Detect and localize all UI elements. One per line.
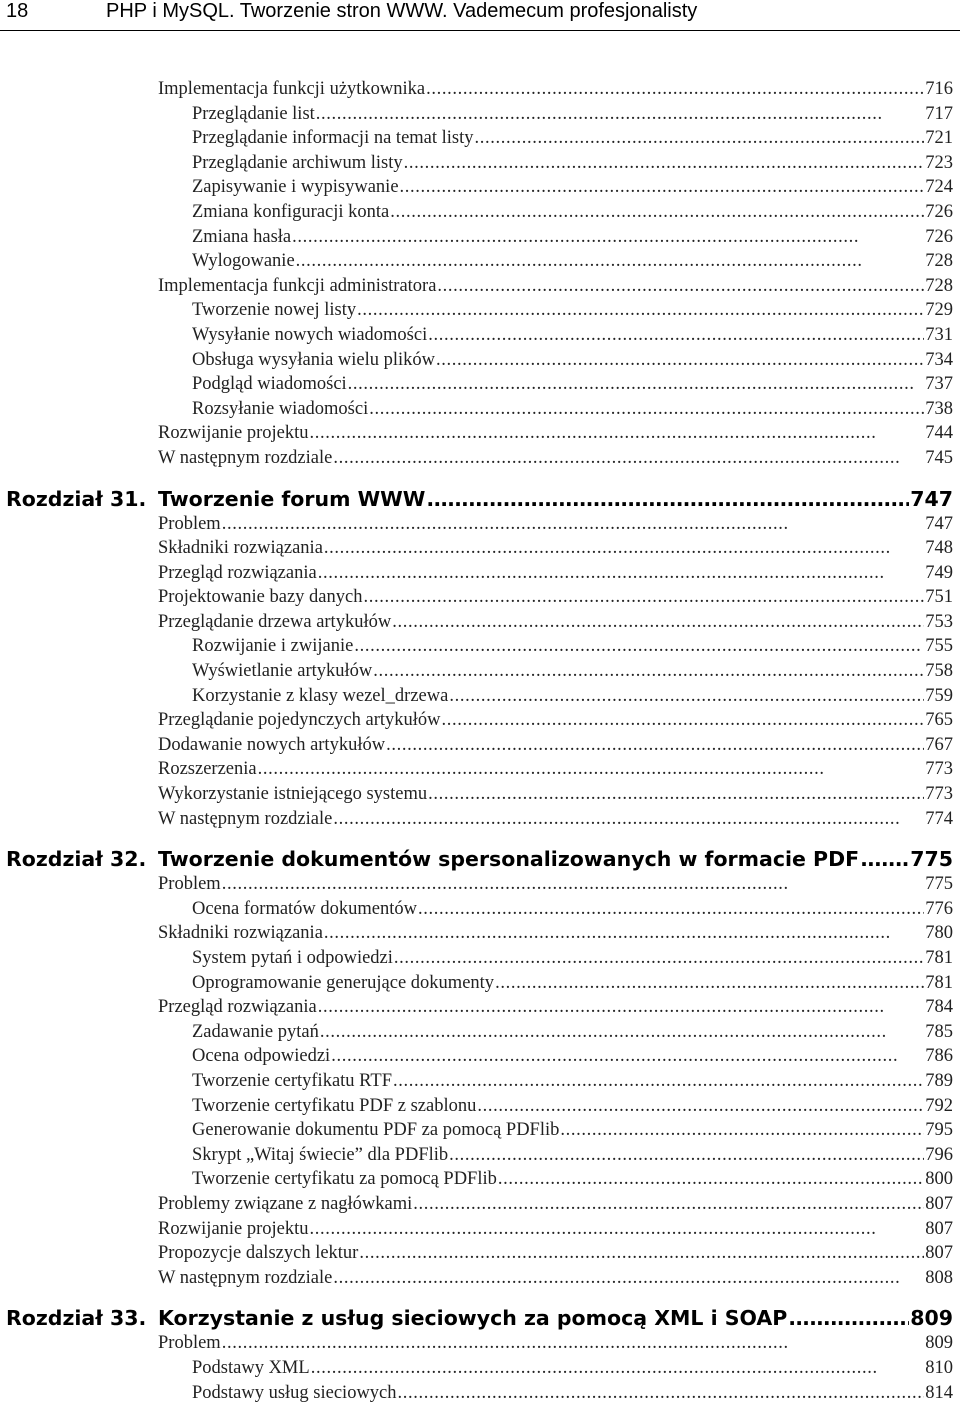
toc-subsection-entry xyxy=(0,1094,960,1119)
entry-title: Przegląd rozwiązania xyxy=(158,562,317,583)
toc-section-entry xyxy=(0,782,960,807)
dot-leader xyxy=(404,151,925,176)
entry-title: Ocena odpowiedzi xyxy=(192,1046,331,1067)
toc-subsection-entry xyxy=(0,151,960,176)
chapter-heading xyxy=(0,1306,960,1331)
entry-page: 759 xyxy=(925,685,953,706)
entry-title: Podgląd wiadomości xyxy=(192,374,347,395)
dot-leader xyxy=(357,298,924,323)
chapter-title: Tworzenie dokumentów spersonalizowanych w formacie PDF xyxy=(158,847,860,872)
entry-page: 795 xyxy=(925,1120,953,1141)
entry-title: Przeglądanie informacji na temat listy xyxy=(192,128,474,149)
entry-title: Tworzenie certyfikatu za pomocą PDFlib xyxy=(192,1169,497,1190)
chapter-title-row xyxy=(158,1306,953,1331)
chapter-label: Rozdział 33. xyxy=(6,1306,147,1331)
toc-subsection-entry xyxy=(0,348,960,373)
dot-leader xyxy=(258,757,925,782)
entry-page: 774 xyxy=(925,808,953,829)
toc-section-entry xyxy=(0,446,960,471)
toc-subsection-entry xyxy=(0,659,960,684)
toc-section-entry xyxy=(0,708,960,733)
dot-leader xyxy=(560,1118,924,1143)
entry-title: W następnym rozdziale xyxy=(158,808,333,829)
dot-leader xyxy=(860,847,909,872)
entry-page: 775 xyxy=(925,874,953,895)
dot-leader xyxy=(324,921,924,946)
toc-subsection-entry xyxy=(0,102,960,127)
entry-page: 749 xyxy=(925,562,953,583)
dot-leader xyxy=(324,536,924,561)
dot-leader xyxy=(333,1266,924,1291)
dot-leader xyxy=(437,274,924,299)
entry-page: 800 xyxy=(925,1169,953,1190)
toc-subsection-entry xyxy=(0,946,960,971)
dot-leader xyxy=(373,659,924,684)
table-of-contents xyxy=(0,77,960,1405)
dot-leader xyxy=(390,200,924,225)
toc-section-entry xyxy=(0,512,960,537)
entry-page: 784 xyxy=(925,997,953,1018)
entry-page: 780 xyxy=(925,923,953,944)
dot-leader xyxy=(318,561,925,586)
toc-subsection-entry xyxy=(0,634,960,659)
dot-leader xyxy=(348,372,925,397)
entry-title: Zmiana konfiguracji konta xyxy=(192,201,390,222)
toc-section-entry xyxy=(0,77,960,102)
dot-leader xyxy=(311,1356,925,1381)
dot-leader xyxy=(310,421,925,446)
entry-title: Korzystanie z klasy wezel_drzewa xyxy=(192,685,449,706)
entry-page: 753 xyxy=(925,611,953,632)
entry-page: 728 xyxy=(925,275,953,296)
chapter-page: 775 xyxy=(910,847,953,872)
dot-leader xyxy=(222,1331,925,1356)
dot-leader xyxy=(418,897,924,922)
toc-section-entry xyxy=(0,921,960,946)
entry-page: 814 xyxy=(925,1382,953,1403)
toc-section-entry xyxy=(0,1241,960,1266)
chapter-title: Tworzenie forum WWW xyxy=(158,486,426,511)
entry-page: 747 xyxy=(925,513,953,534)
toc-subsection-entry xyxy=(0,1069,960,1094)
entry-page: 717 xyxy=(925,103,953,124)
entry-title: Wykorzystanie istniejącego systemu xyxy=(158,784,428,805)
toc-section-entry xyxy=(0,733,960,758)
dot-leader xyxy=(296,249,925,274)
entry-page: 751 xyxy=(925,587,953,608)
dot-leader xyxy=(400,175,925,200)
entry-page: 786 xyxy=(925,1046,953,1067)
toc-subsection-entry xyxy=(0,1381,960,1406)
entry-title: Przeglądanie list xyxy=(192,103,315,124)
running-header xyxy=(0,0,960,31)
toc-subsection-entry xyxy=(0,200,960,225)
entry-title: Rozwijanie projektu xyxy=(158,423,309,444)
entry-page: 734 xyxy=(925,349,953,370)
dot-leader xyxy=(475,126,925,151)
toc-section-entry xyxy=(0,561,960,586)
entry-page: 809 xyxy=(925,1333,953,1354)
toc-subsection-entry xyxy=(0,397,960,422)
entry-title: Zapisywanie i wypisywanie xyxy=(192,177,399,198)
entry-title: Wysyłanie nowych wiadomości xyxy=(192,324,428,345)
toc-subsection-entry xyxy=(0,372,960,397)
dot-leader xyxy=(386,733,924,758)
dot-leader xyxy=(359,1241,924,1266)
page-number: 18 xyxy=(6,0,29,22)
entry-title: Przeglądanie drzewa artykułów xyxy=(158,611,392,632)
toc-subsection-entry xyxy=(0,971,960,996)
running-title: PHP i MySQL. Tworzenie stron WWW. Vademecum profesjonalisty xyxy=(106,0,698,22)
dot-leader xyxy=(428,323,924,348)
dot-leader xyxy=(392,610,924,635)
entry-title: System pytań i odpowiedzi xyxy=(192,948,393,968)
entry-title: Obsługa wysyłania wielu plików xyxy=(192,349,436,370)
toc-section-entry xyxy=(0,1192,960,1217)
entry-title: Zadawanie pytań xyxy=(192,1021,319,1042)
entry-title: Przeglądanie pojedynczych artykułów xyxy=(158,710,441,731)
entry-page: 789 xyxy=(925,1070,953,1091)
toc-section-entry xyxy=(0,274,960,299)
entry-page: 745 xyxy=(925,447,953,468)
entry-page: 767 xyxy=(925,734,953,755)
entry-title: Przegląd rozwiązania xyxy=(158,997,317,1018)
dot-leader xyxy=(320,1020,924,1045)
toc-section-entry xyxy=(0,536,960,561)
entry-title: Problem xyxy=(158,1333,221,1354)
entry-page: 808 xyxy=(925,1267,953,1288)
dot-leader xyxy=(428,782,924,807)
toc-subsection-entry xyxy=(0,897,960,922)
entry-title: Tworzenie certyfikatu RTF xyxy=(192,1070,392,1091)
dot-leader xyxy=(498,1167,924,1192)
toc-section-entry xyxy=(0,757,960,782)
toc-subsection-entry xyxy=(0,1020,960,1045)
toc-subsection-entry xyxy=(0,126,960,151)
entry-page: 738 xyxy=(925,398,953,419)
toc-subsection-entry xyxy=(0,175,960,200)
toc-section-entry xyxy=(0,807,960,832)
entry-page: 781 xyxy=(925,972,953,993)
entry-title: Implementacja funkcji administratora xyxy=(158,275,437,296)
dot-leader xyxy=(449,1143,924,1168)
entry-title: Rozwijanie projektu xyxy=(158,1218,309,1239)
entry-title: Wyświetlanie artykułów xyxy=(192,661,373,682)
dot-leader xyxy=(292,225,924,250)
toc-subsection-entry xyxy=(0,249,960,274)
entry-page: 807 xyxy=(925,1243,953,1264)
dot-leader xyxy=(363,585,924,610)
entry-title: Propozycje dalszych lektur xyxy=(158,1243,359,1264)
entry-page: 765 xyxy=(925,710,953,731)
entry-page: 744 xyxy=(925,423,953,444)
dot-leader xyxy=(354,634,924,659)
toc-subsection-entry xyxy=(0,225,960,250)
dot-leader xyxy=(318,995,925,1020)
entry-page: 773 xyxy=(925,784,953,805)
entry-title: Podstawy XML xyxy=(192,1357,310,1378)
chapter-title: Korzystanie z usług sieciowych za pomocą XML i SOAP xyxy=(158,1306,788,1331)
dot-leader xyxy=(222,872,925,897)
entry-title: Zmiana hasła xyxy=(192,226,292,247)
entry-page: 724 xyxy=(925,177,953,198)
dot-leader xyxy=(333,807,924,832)
chapter-title-row xyxy=(158,847,953,872)
entry-page: 796 xyxy=(925,1144,953,1165)
toc-section-entry xyxy=(0,1217,960,1242)
entry-title: Oprogramowanie generujące dokumenty xyxy=(192,972,495,993)
entry-title: Dodawanie nowych artykułów xyxy=(158,734,386,755)
chapter-title-row xyxy=(158,487,953,512)
toc-subsection-entry xyxy=(0,684,960,709)
entry-page: 726 xyxy=(925,201,953,222)
dot-leader xyxy=(369,397,924,422)
entry-title: Implementacja funkcji użytkownika xyxy=(158,79,426,99)
entry-page: 723 xyxy=(925,152,953,173)
entry-page: 773 xyxy=(925,759,953,780)
dot-leader xyxy=(398,1381,925,1406)
dot-leader xyxy=(222,512,925,537)
entry-page: 755 xyxy=(925,636,953,657)
entry-title: Generowanie dokumentu PDF za pomocą PDFlib xyxy=(192,1120,560,1141)
dot-leader xyxy=(333,446,924,471)
toc-subsection-entry xyxy=(0,323,960,348)
toc-subsection-entry xyxy=(0,1118,960,1143)
chapter-heading xyxy=(0,487,960,512)
dot-leader xyxy=(426,77,924,102)
entry-title: Tworzenie certyfikatu PDF z szablonu xyxy=(192,1095,477,1116)
chapter-page: 747 xyxy=(910,486,953,511)
entry-page: 781 xyxy=(925,948,953,968)
toc-section-entry xyxy=(0,1266,960,1291)
entry-title: Problemy związane z nagłówkami xyxy=(158,1193,413,1214)
entry-title: Rozszerzenia xyxy=(158,759,257,780)
chapter-label: Rozdział 31. xyxy=(6,486,147,511)
dot-leader xyxy=(310,1217,925,1242)
entry-page: 807 xyxy=(925,1193,953,1214)
dot-leader xyxy=(436,348,924,373)
entry-title: Problem xyxy=(158,874,221,895)
entry-title: Rozsyłanie wiadomości xyxy=(192,398,369,419)
entry-page: 726 xyxy=(925,226,953,247)
entry-title: Projektowanie bazy danych xyxy=(158,587,363,608)
dot-leader xyxy=(449,684,924,709)
dot-leader xyxy=(426,487,909,512)
entry-title: Tworzenie nowej listy xyxy=(192,300,357,321)
entry-page: 721 xyxy=(925,128,953,149)
toc-section-entry xyxy=(0,872,960,897)
dot-leader xyxy=(394,946,924,971)
entry-page: 785 xyxy=(925,1021,953,1042)
entry-page: 716 xyxy=(925,79,953,99)
toc-section-entry xyxy=(0,610,960,635)
toc-section-entry xyxy=(0,995,960,1020)
entry-title: W następnym rozdziale xyxy=(158,447,333,468)
dot-leader xyxy=(413,1192,924,1217)
entry-title: Skrypt „Witaj świecie” dla PDFlib xyxy=(192,1144,449,1165)
dot-leader xyxy=(495,971,924,996)
entry-title: Problem xyxy=(158,513,221,534)
entry-page: 758 xyxy=(925,661,953,682)
entry-page: 737 xyxy=(925,374,953,395)
dot-leader xyxy=(788,1306,909,1331)
toc-subsection-entry xyxy=(0,1044,960,1069)
entry-page: 810 xyxy=(925,1357,953,1378)
entry-title: Składniki rozwiązania xyxy=(158,923,323,944)
entry-page: 776 xyxy=(925,898,953,919)
dot-leader xyxy=(477,1094,924,1119)
toc-subsection-entry xyxy=(0,1356,960,1381)
chapter-heading xyxy=(0,847,960,872)
entry-title: Podstawy usług sieciowych xyxy=(192,1382,397,1403)
dot-leader xyxy=(316,102,924,127)
chapter-page: 809 xyxy=(910,1306,953,1331)
toc-section-entry xyxy=(0,585,960,610)
entry-page: 729 xyxy=(925,300,953,321)
toc-section-entry xyxy=(0,1331,960,1356)
entry-title: Rozwijanie i zwijanie xyxy=(192,636,354,657)
toc-section-entry xyxy=(0,421,960,446)
dot-leader xyxy=(442,708,925,733)
entry-title: Wylogowanie xyxy=(192,251,295,272)
toc-subsection-entry xyxy=(0,1167,960,1192)
dot-leader xyxy=(393,1069,924,1094)
entry-title: Ocena formatów dokumentów xyxy=(192,898,418,919)
toc-subsection-entry xyxy=(0,1143,960,1168)
toc-subsection-entry xyxy=(0,298,960,323)
entry-page: 748 xyxy=(925,538,953,559)
entry-title: W następnym rozdziale xyxy=(158,1267,333,1288)
chapter-label: Rozdział 32. xyxy=(6,847,147,872)
entry-title: Przeglądanie archiwum listy xyxy=(192,152,403,173)
entry-title: Składniki rozwiązania xyxy=(158,538,323,559)
entry-page: 731 xyxy=(925,324,953,345)
entry-page: 728 xyxy=(925,251,953,272)
dot-leader xyxy=(331,1044,924,1069)
entry-page: 792 xyxy=(925,1095,953,1116)
entry-page: 807 xyxy=(925,1218,953,1239)
